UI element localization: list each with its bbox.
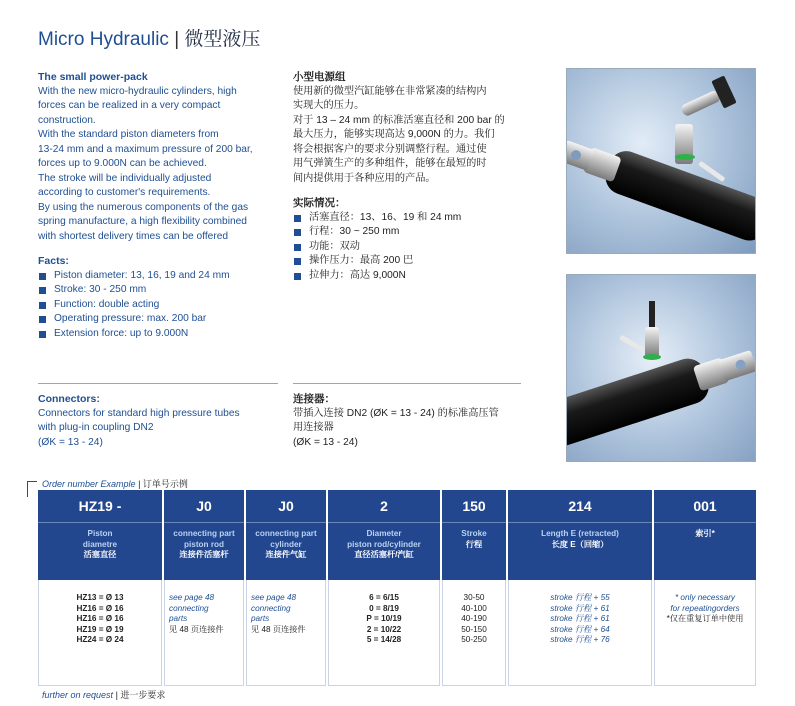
value-item: HZ24 = Ø 24 bbox=[76, 635, 124, 644]
subheader-zh: 索引* bbox=[695, 529, 715, 538]
column-piston-diametre bbox=[38, 490, 162, 686]
intro-en-line: according to customer's requirements. bbox=[38, 187, 211, 198]
column-stroke bbox=[442, 490, 506, 686]
order-label-en: Order number Example bbox=[42, 479, 136, 489]
value-item: P = 10/19 bbox=[366, 614, 402, 623]
column-code: J0 bbox=[164, 490, 244, 522]
order-bracket bbox=[27, 481, 37, 497]
intro-en-line: With the new micro-hydraulic cylinders, high bbox=[38, 85, 237, 97]
facts-en-heading: Facts: bbox=[38, 255, 69, 267]
value-item-zh: 见 48 页连接件 bbox=[169, 624, 224, 634]
subheader-zh: 连接件气缸 bbox=[265, 550, 307, 559]
column-connecting-part-piston-rod bbox=[164, 490, 244, 686]
connectors-en-line: with plug-in coupling DN2 bbox=[38, 422, 154, 433]
subheader-zh: 直径活塞杆/汽缸 bbox=[354, 550, 414, 559]
subheader-zh: 长度 E（回缩） bbox=[551, 539, 609, 549]
subheader-en: piston rod/cylinder bbox=[347, 539, 421, 549]
intro-en-line: With the standard piston diameters from bbox=[38, 129, 219, 140]
intro-en-line: forces up to 9.000N can be achieved. bbox=[38, 158, 207, 169]
intro-zh-line: 最大压力，能够实现高达 9,000N 的力。我们 bbox=[293, 129, 495, 140]
column-subheader bbox=[38, 522, 162, 580]
fact-item: Piston diameter: 13, 16, 19 and 24 mm bbox=[38, 269, 278, 284]
subheader-en: Piston bbox=[87, 529, 113, 538]
value-item: 40-190 bbox=[461, 614, 487, 623]
product-photo-cylinder-bottom bbox=[566, 274, 756, 462]
fact-item: Operating pressure: max. 200 bar bbox=[38, 312, 278, 327]
fact-item-zh: 操作压力：最高 200 巴 bbox=[293, 254, 533, 269]
intro-zh-heading: 小型电源组 bbox=[293, 71, 346, 83]
value-item: stroke 行程 + 64 bbox=[550, 624, 610, 634]
order-number-table bbox=[38, 490, 756, 686]
footer-note-en: further on request bbox=[42, 690, 114, 700]
fact-item-zh: 功能：双动 bbox=[293, 240, 533, 255]
connectors-zh bbox=[293, 392, 543, 450]
subheader-en: connecting part bbox=[255, 529, 317, 538]
value-item: * only necessary bbox=[674, 593, 736, 602]
value-item: stroke 行程 + 55 bbox=[550, 593, 610, 602]
column-values bbox=[328, 580, 440, 686]
page-title-separator: | bbox=[174, 29, 180, 50]
subheader-en: diametre bbox=[82, 539, 118, 549]
value-item: for repeatingorders bbox=[670, 603, 740, 613]
fact-item: Function: double acting bbox=[38, 298, 278, 313]
subheader-en: connecting part bbox=[173, 529, 235, 538]
column-length-e-retracted bbox=[508, 490, 652, 686]
intro-en-line: By using the numerous components of the gas bbox=[38, 201, 249, 213]
column-index bbox=[654, 490, 756, 686]
page-title bbox=[38, 24, 260, 51]
connectors-zh-heading: 连接器： bbox=[293, 393, 335, 405]
order-label-separator: | bbox=[138, 479, 141, 489]
facts-en-list bbox=[38, 269, 278, 342]
order-example-label bbox=[42, 477, 188, 490]
section-divider bbox=[38, 383, 278, 384]
value-item: 5 = 14/28 bbox=[366, 635, 402, 644]
column-values bbox=[246, 580, 326, 686]
column-subheader bbox=[246, 522, 326, 580]
value-item-zh: *仅在重复订单中使用 bbox=[666, 614, 744, 623]
subheader-en: Diameter bbox=[366, 529, 402, 538]
facts-zh-list bbox=[293, 211, 533, 284]
column-subheader bbox=[328, 522, 440, 580]
value-item: connecting bbox=[169, 603, 209, 613]
subheader-en: Length E (retracted) bbox=[541, 529, 619, 538]
section-divider bbox=[293, 383, 521, 384]
intro-en-line: forces can be realized in a very compact bbox=[38, 100, 221, 111]
connectors-en bbox=[38, 392, 278, 450]
fact-item: Extension force: up to 9.000N bbox=[38, 327, 278, 342]
connectors-en-line: Connectors for standard high pressure tubes bbox=[38, 407, 240, 419]
connectors-zh-line: 带插入连接 DN2 (ØK = 13 - 24) 的标准高压管 bbox=[293, 407, 499, 419]
subheader-en: Stroke bbox=[461, 529, 487, 538]
column-values bbox=[164, 580, 244, 686]
value-item: see page 48 bbox=[251, 593, 297, 602]
order-label-zh: 订单号示例 bbox=[142, 479, 188, 489]
value-item: parts bbox=[169, 614, 188, 623]
subheader-en: piston rod bbox=[183, 539, 225, 549]
footer-note-zh: 进一步要求 bbox=[120, 690, 166, 700]
intro-zh-line: 使用新的微型汽缸能够在非常紧凑的结构内 bbox=[293, 85, 487, 97]
value-item: stroke 行程 + 76 bbox=[550, 635, 610, 644]
value-item: 6 = 6/15 bbox=[369, 593, 399, 602]
fact-item: Stroke: 30 - 250 mm bbox=[38, 283, 278, 298]
value-item: 50-250 bbox=[461, 635, 487, 644]
value-item: stroke 行程 + 61 bbox=[550, 603, 610, 613]
column-code: 2 bbox=[328, 490, 440, 522]
connectors-en-line: (ØK = 13 - 24) bbox=[38, 436, 103, 448]
subheader-zh: 行程 bbox=[465, 539, 483, 549]
fact-item-zh: 拉伸力：高达 9,000N bbox=[293, 269, 533, 284]
value-item: HZ13 = Ø 13 bbox=[76, 593, 124, 602]
value-item: parts bbox=[251, 614, 270, 623]
intro-zh-line: 实现大的压力。 bbox=[293, 100, 365, 111]
column-subheader bbox=[654, 522, 756, 580]
footer-note-separator: | bbox=[115, 690, 118, 700]
value-item: 30-50 bbox=[463, 593, 485, 602]
footer-note bbox=[42, 688, 165, 701]
intro-zh-column bbox=[293, 70, 533, 283]
column-subheader bbox=[164, 522, 244, 580]
subheader-zh: 活塞直径 bbox=[83, 550, 117, 559]
column-subheader bbox=[508, 522, 652, 580]
column-values bbox=[654, 580, 756, 686]
column-code: J0 bbox=[246, 490, 326, 522]
intro-en-line: with shortest delivery times can be offered bbox=[38, 230, 229, 242]
product-photo-cylinder-top bbox=[566, 68, 756, 254]
facts-zh-heading: 实际情况： bbox=[293, 197, 346, 209]
connectors-zh-line: 用连接器 bbox=[293, 422, 334, 433]
value-item: 2 = 10/22 bbox=[366, 624, 402, 634]
intro-en-line: spring manufacture, a high flexibility combined bbox=[38, 216, 247, 227]
value-item: HZ19 = Ø 19 bbox=[76, 624, 124, 634]
intro-zh-line: 将会根据客户的要求分别调整行程。通过使 bbox=[293, 143, 487, 155]
page-title-en: Micro Hydraulic bbox=[38, 29, 169, 50]
column-values bbox=[442, 580, 506, 686]
value-item: HZ16 = Ø 16 bbox=[76, 603, 124, 613]
column-diameter-piston-rod-cylinder bbox=[328, 490, 440, 686]
hydraulic-cylinder-image bbox=[567, 69, 756, 254]
fact-item-zh: 活塞直径：13、16、19 和 24 mm bbox=[293, 211, 533, 226]
column-code: 150 bbox=[442, 490, 506, 522]
page-title-zh: 微型液压 bbox=[184, 29, 261, 50]
column-values bbox=[38, 580, 162, 686]
value-item: connecting bbox=[251, 603, 291, 613]
column-code: 214 bbox=[508, 490, 652, 522]
value-item: stroke 行程 + 61 bbox=[550, 614, 610, 623]
value-item: 50-150 bbox=[461, 624, 487, 634]
value-item: HZ16 = Ø 16 bbox=[76, 614, 124, 623]
connectors-en-heading: Connectors: bbox=[38, 393, 100, 405]
intro-en-heading: The small power-pack bbox=[38, 71, 148, 83]
value-item: see page 48 bbox=[169, 593, 215, 602]
intro-zh-line: 用气弹簧生产的多种组件，能够在最短的时 bbox=[293, 158, 487, 169]
subheader-zh: 连接件活塞杆 bbox=[179, 550, 229, 559]
column-code: 001 bbox=[654, 490, 756, 522]
intro-zh-line: 间内提供用于各种应用的产品。 bbox=[293, 172, 436, 184]
value-item: 0 = 8/19 bbox=[369, 603, 399, 613]
connectors-zh-line: (ØK = 13 - 24) bbox=[293, 436, 358, 448]
intro-en-column bbox=[38, 70, 278, 341]
value-item-zh: 见 48 页连接件 bbox=[251, 624, 306, 634]
column-values bbox=[508, 580, 652, 686]
column-code: HZ19 - bbox=[38, 490, 162, 522]
hydraulic-cylinder-image bbox=[567, 275, 756, 462]
fact-item-zh: 行程：30 ~ 250 mm bbox=[293, 225, 533, 240]
intro-zh-line: 对于 13 – 24 mm 的标准活塞直径和 200 bar 的 bbox=[293, 114, 505, 126]
intro-en-line: The stroke will be individually adjusted bbox=[38, 172, 212, 184]
column-subheader bbox=[442, 522, 506, 580]
intro-en-line: 13-24 mm and a maximum pressure of 200 bar, bbox=[38, 143, 253, 155]
subheader-en: cylinder bbox=[270, 539, 302, 549]
value-item: 40-100 bbox=[461, 603, 487, 613]
column-connecting-part-cylinder bbox=[246, 490, 326, 686]
intro-en-line: construction. bbox=[38, 114, 96, 126]
